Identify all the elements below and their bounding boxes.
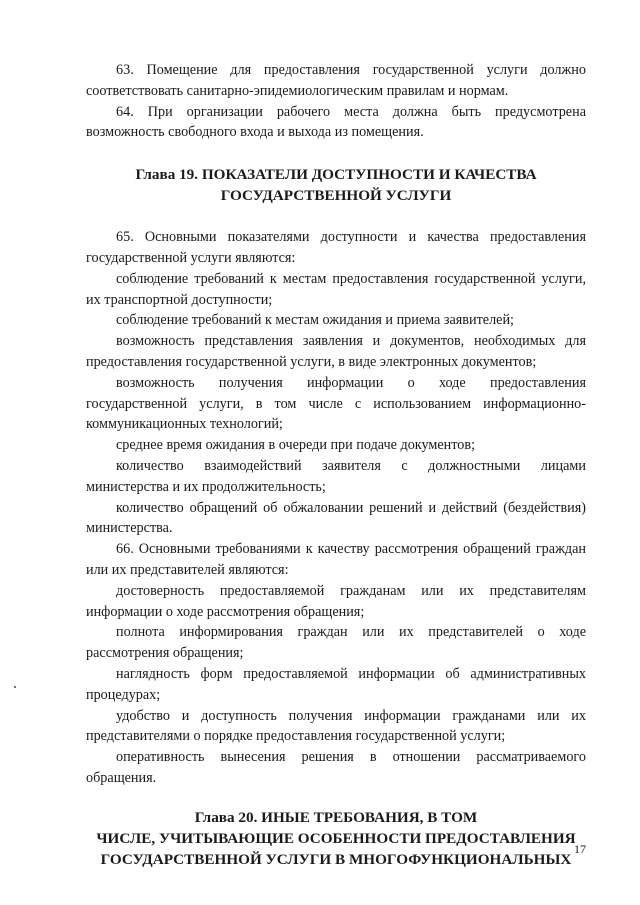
paragraph-65-item: количество обращений об обжаловании решений и действий (бездействия) министерства. (86, 499, 586, 537)
paragraph-66-item: полнота информирования граждан или их представителей о ходе рассмотрения обращения; (86, 624, 586, 662)
paragraph-66-intro: 66. Основными требованиями к качеству рассмотрения обращений граждан или их представителей являются: (86, 541, 586, 578)
paragraph-65-item: возможность представления заявления и документов, необходимых для предоставления государственной услуги, в виде электронных документов; (86, 333, 586, 370)
paragraph-65-item: возможность получения информации о ходе предоставления государственной услуги, в том числе с использованием информационно-коммуникационных технологий; (86, 374, 586, 433)
chapter-20-heading-line-3: ГОСУДАРСТВЕННОЙ УСЛУГИ В МНОГОФУНКЦИОНАЛЬНЫХ (100, 850, 572, 868)
page-number: 17 (574, 842, 586, 856)
chapter-20-heading-line-1: Глава 20. ИНЫЕ ТРЕБОВАНИЯ, В ТОМ (194, 808, 478, 826)
paragraph-65-item: количество взаимодействий заявителя с должностными лицами министерства и их продолжительность; (86, 457, 586, 495)
chapter-19-heading-line-2: ГОСУДАРСТВЕННОЙ УСЛУГИ (220, 187, 452, 205)
chapter-20-heading (86, 807, 586, 870)
chapter-19-heading (86, 164, 586, 206)
paragraph-65-intro: 65. Основными показателями доступности и качества предоставления государственной услуги являются: (86, 229, 586, 266)
paragraph-65-item: соблюдение требований к местам ожидания и приема заявителей; (116, 312, 515, 329)
paragraph-66-item: достоверность предоставляемой гражданам или их представителям информации о ходе рассмотрения обращения; (86, 582, 586, 620)
chapter-20-heading-line-2: ЧИСЛЕ, УЧИТЫВАЮЩИЕ ОСОБЕННОСТИ ПРЕДОСТАВЛЕНИЯ (96, 829, 576, 847)
paragraph-66-item: удобство и доступность получения информации гражданами или их представителями о порядке предоставления государственной услуги; (86, 707, 586, 745)
chapter-19-heading-line-1: Глава 19. ПОКАЗАТЕЛИ ДОСТУПНОСТИ И КАЧЕСТВА (135, 166, 537, 184)
paragraph-66-item: оперативность вынесения решения в отношении рассматриваемого обращения. (86, 749, 586, 786)
scan-speck (14, 686, 16, 688)
paragraph-63: 63. Помещение для предоставления государственной услуги должно соответствовать санитарно-эпидемиологическим правилам и нормам. (86, 62, 586, 99)
paragraph-65-item: соблюдение требований к местам предоставления государственной услуги, их транспортной доступности; (86, 270, 586, 308)
paragraph-65-item: среднее время ожидания в очереди при подаче документов; (116, 437, 476, 454)
paragraph-64: 64. При организации рабочего места должна быть предусмотрена возможность свободного входа и выхода из помещения. (86, 103, 586, 141)
document-body (86, 60, 586, 870)
paragraph-66-item: наглядность форм предоставляемой информации об административных процедурах; (86, 665, 586, 703)
